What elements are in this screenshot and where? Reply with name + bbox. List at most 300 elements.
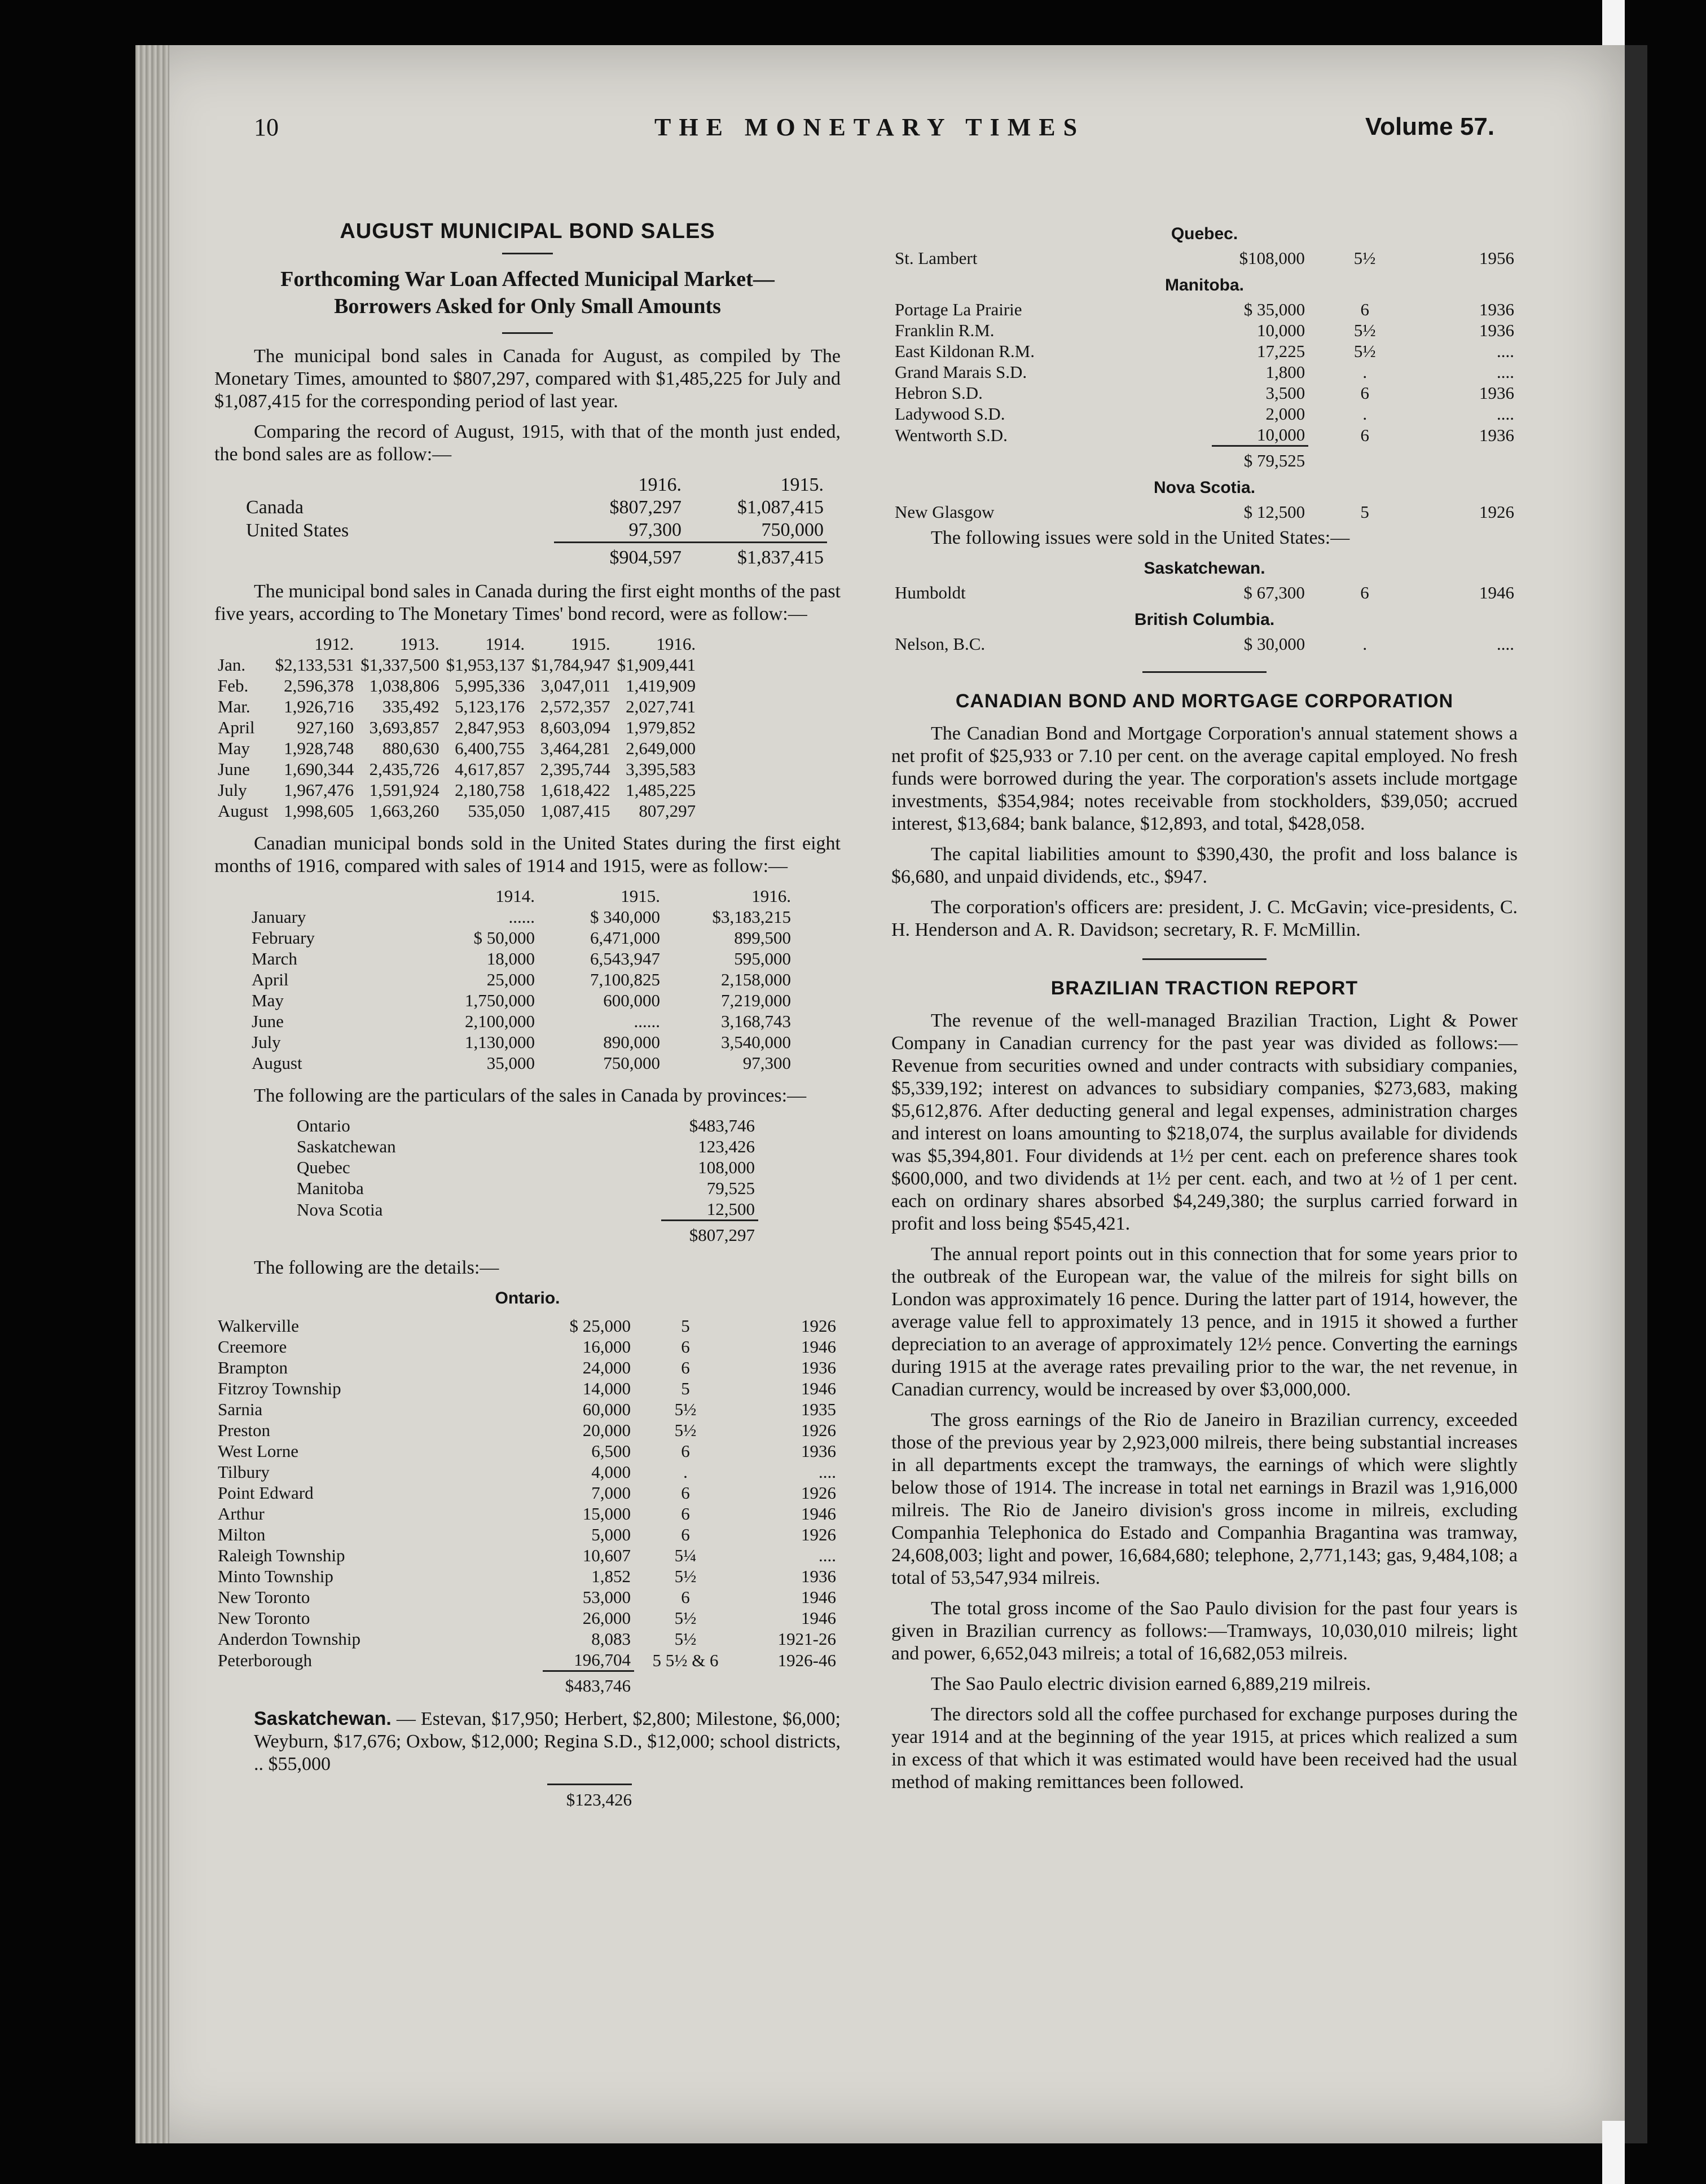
month-label: June <box>218 759 250 779</box>
cell: $1,784,947 <box>531 655 610 675</box>
cell: 8,603,094 <box>540 717 610 737</box>
article-title: AUGUST MUNICIPAL BOND SALES <box>340 219 715 243</box>
cell: 1,926,716 <box>284 697 354 716</box>
cell: 108,000 <box>698 1157 755 1177</box>
cell: 1921-26 <box>777 1629 836 1649</box>
british-columbia-heading: British Columbia. <box>1134 610 1275 629</box>
muni-name: Hebron S.D. <box>895 383 983 403</box>
us-issues-intro: The following issues were sold in the United States:— <box>931 527 1350 548</box>
cell: 6,471,000 <box>590 928 660 948</box>
cell: 15,000 <box>582 1504 631 1523</box>
total-row <box>214 1671 839 1697</box>
total-cell: $483,746 <box>543 1671 634 1697</box>
cell: 17,225 <box>1256 341 1305 361</box>
table-row <box>214 1315 839 1336</box>
cell: $483,746 <box>689 1116 755 1135</box>
cell: 1926 <box>801 1316 836 1336</box>
cell: 6,400,755 <box>455 738 525 758</box>
table-row <box>891 341 1518 362</box>
cell: 7,000 <box>591 1483 631 1503</box>
month-label: July <box>252 1032 281 1052</box>
muni-name: Sarnia <box>218 1399 263 1419</box>
cell: 3,500 <box>1265 383 1305 403</box>
total-row <box>891 446 1518 472</box>
cell: . <box>1362 404 1368 424</box>
table-row <box>248 1032 794 1053</box>
cell: $1,337,500 <box>360 655 439 675</box>
table-row <box>214 1524 839 1545</box>
cell: 2,847,953 <box>455 717 525 737</box>
table-row <box>243 519 827 543</box>
table-row <box>214 738 699 759</box>
table-row <box>214 1441 839 1461</box>
cell: 1936 <box>1479 300 1514 319</box>
cell: 4,617,857 <box>455 759 525 779</box>
cell: 1926-46 <box>777 1650 836 1670</box>
muni-name: Anderdon Township <box>218 1629 360 1649</box>
cell: 5,995,336 <box>455 676 525 695</box>
province-name: Saskatchewan <box>297 1137 396 1156</box>
cell: $ 30,000 <box>1243 634 1305 654</box>
cell: 97,300 <box>628 519 681 540</box>
table-row <box>891 501 1518 522</box>
table-row <box>214 696 699 717</box>
cell: 2,572,357 <box>540 697 610 716</box>
saskatchewan-us-heading: Saskatchewan. <box>1144 559 1265 578</box>
month-label: January <box>252 907 306 927</box>
saskatchewan-text: — Estevan, $17,950; Herbert, $2,800; Milestone, $6,000; Weyburn, $17,676; Oxbow, $12,000; Regina S.D., $12,000; school districts, .. $55,000 <box>254 1709 841 1774</box>
cell: 6 <box>1360 300 1369 319</box>
ontario-heading: Ontario. <box>495 1289 560 1307</box>
compare-intro: Comparing the record of August, 1915, with that of the month just ended, the bond sales are as follow:— <box>214 421 841 465</box>
table-row <box>214 1608 839 1628</box>
cell: $ 12,500 <box>1243 502 1305 522</box>
journal-title: THE MONETARY TIMES <box>654 113 1085 141</box>
total-cell: $807,297 <box>661 1221 758 1246</box>
year-header: 1916. <box>638 474 681 495</box>
cell: 535,050 <box>468 801 525 821</box>
month-label: February <box>252 928 315 948</box>
cell: 1926 <box>1479 502 1514 522</box>
table-row <box>214 800 699 821</box>
table-row <box>214 1587 839 1608</box>
table-row <box>214 780 699 800</box>
cell: 6 <box>1360 383 1369 403</box>
muni-name: Walkerville <box>218 1316 299 1336</box>
page-edges <box>135 45 169 2143</box>
cell: 1936 <box>801 1441 836 1461</box>
canadian-bond-paragraph-2: The capital liabilities amount to $390,430, the profit and loss balance is $6,680, and unpaid dividends, etc., $947. <box>891 844 1518 887</box>
table-row <box>891 382 1518 403</box>
cell: ...... <box>634 1011 660 1031</box>
total-cell: $ 79,525 <box>1212 446 1308 472</box>
table-row <box>214 1336 839 1357</box>
table-row <box>248 969 794 990</box>
cell: 1,750,000 <box>465 990 535 1010</box>
binding-tape-bottom <box>1602 2121 1625 2184</box>
cell: 3,168,743 <box>721 1011 791 1031</box>
cell: 3,540,000 <box>721 1032 791 1052</box>
cell: $1,087,415 <box>737 497 824 518</box>
cell: 1,618,422 <box>540 780 610 800</box>
table-row <box>293 1157 758 1178</box>
binding <box>1625 45 1647 2143</box>
cell: 750,000 <box>761 519 824 540</box>
cell: 1926 <box>801 1525 836 1544</box>
cell: 35,000 <box>486 1053 535 1073</box>
muni-name: Point Edward <box>218 1483 314 1503</box>
cell: 97,300 <box>742 1053 791 1073</box>
table-row <box>214 1461 839 1482</box>
cell: 7,219,000 <box>721 990 791 1010</box>
cell: 1,038,806 <box>369 676 439 695</box>
manitoba-table <box>891 299 1518 471</box>
cell: 5½ <box>674 1420 697 1440</box>
table-row <box>214 1399 839 1420</box>
cell: 20,000 <box>582 1420 631 1440</box>
us-intro: Canadian municipal bonds sold in the United States during the first eight months of 1916, compared with sales of 1914 and 1915, were as follow:— <box>214 833 841 877</box>
muni-name: Fitzroy Township <box>218 1379 341 1398</box>
cell: 6 <box>681 1358 690 1377</box>
cell: 2,027,741 <box>626 697 696 716</box>
brazilian-paragraph-5: The Sao Paulo electric division earned 6,889,219 milreis. <box>931 1674 1371 1694</box>
row-label: Canada <box>246 497 304 518</box>
muni-name: Brampton <box>218 1358 288 1377</box>
brazilian-paragraph-4: The total gross income of the Sao Paulo division for the past four years is given in Brazilian currency as follows:—Tramways, 10,030,010 milreis; light and power, 6,652,043 milreis; a total of 16,682,053 milreis. <box>891 1598 1518 1664</box>
table-row <box>214 759 699 780</box>
cell: 10,000 <box>1256 425 1305 444</box>
cell: 600,000 <box>603 990 660 1010</box>
cell: 595,000 <box>734 949 791 968</box>
table-row <box>214 717 699 738</box>
cell: 5½ <box>1353 341 1376 361</box>
provinces-table <box>293 1115 758 1245</box>
year-header: 1915. <box>780 474 824 495</box>
cell: 2,596,378 <box>284 676 354 695</box>
cell: 1946 <box>1479 583 1514 602</box>
cell: . <box>1362 634 1368 654</box>
cell: 1,998,605 <box>284 801 354 821</box>
saskatchewan-us-table <box>891 582 1518 603</box>
cell: ...... <box>508 907 535 927</box>
cell: $1,953,137 <box>446 655 525 675</box>
saskatchewan-paragraph <box>254 1707 841 1776</box>
month-label: July <box>218 780 247 800</box>
table-row <box>891 362 1518 382</box>
table-row <box>891 633 1518 654</box>
cell: 24,000 <box>582 1358 631 1377</box>
cell: 6 <box>681 1587 690 1607</box>
muni-name: Preston <box>218 1420 270 1440</box>
muni-name: Nelson, B.C. <box>895 634 986 654</box>
table-row <box>214 1545 839 1566</box>
month-label: April <box>218 717 255 737</box>
cell: 60,000 <box>582 1399 631 1419</box>
manitoba-heading: Manitoba. <box>1165 276 1244 294</box>
month-label: April <box>252 970 289 989</box>
cell: $ 35,000 <box>1243 300 1305 319</box>
volume-label: Volume 57. <box>1365 113 1495 140</box>
cell: 196,704 <box>574 1650 631 1670</box>
table-row <box>248 1011 794 1032</box>
cell: 1,800 <box>1265 362 1305 382</box>
cell: 1,979,852 <box>626 717 696 737</box>
page-number: 10 <box>254 113 279 141</box>
cell: 1,087,415 <box>540 801 610 821</box>
cell: 10,607 <box>582 1545 631 1565</box>
cell: $1,909,441 <box>617 655 696 675</box>
cell: 5 <box>1360 502 1369 522</box>
cell: 4,000 <box>591 1462 631 1482</box>
cell: 5,123,176 <box>455 697 525 716</box>
month-label: Feb. <box>218 676 249 695</box>
muni-name: Minto Township <box>218 1566 333 1586</box>
cell: 8,083 <box>591 1629 631 1649</box>
muni-name: Ladywood S.D. <box>895 404 1005 424</box>
cell: 5½ <box>674 1608 697 1628</box>
cell: 1946 <box>801 1608 836 1628</box>
table-row <box>214 1628 839 1649</box>
canadian-bond-paragraph-1: The Canadian Bond and Mortgage Corporation's annual statement shows a net profit of $25,933 or 7.10 per cent. on the average capital employed. No fresh funds were borrowed during the year. The corporation's assets include mortgage investments, $354,984; notes receivable from stockholders, $39,050; accrued interest, $13,684; bank balance, $12,893, and total, $428,058. <box>891 723 1518 834</box>
intro-paragraph: The municipal bond sales in Canada for August, as compiled by The Monetary Times, amounted to $807,297, compared with $1,485,225 for July and $1,087,415 for the corresponding period of last year. <box>214 346 841 412</box>
table-row <box>248 1053 794 1073</box>
year-header: 1913. <box>399 634 439 654</box>
nova-scotia-heading: Nova Scotia. <box>1153 478 1256 497</box>
cell: 880,630 <box>382 738 439 758</box>
cell: 1,419,909 <box>626 676 696 695</box>
five-year-table <box>214 633 699 821</box>
table-row <box>891 248 1518 268</box>
year-header: 1912. <box>314 634 354 654</box>
table-row <box>248 990 794 1011</box>
provinces-intro: The following are the particulars of the sales in Canada by provinces:— <box>254 1085 807 1106</box>
cell: 927,160 <box>297 717 354 737</box>
cell: 6 <box>681 1504 690 1523</box>
table-row <box>293 1199 758 1221</box>
cell: 1926 <box>801 1420 836 1440</box>
muni-name: Franklin R.M. <box>895 320 995 340</box>
muni-name: Wentworth S.D. <box>895 425 1008 445</box>
right-column <box>891 223 1518 1802</box>
us-sales-table <box>248 886 794 1073</box>
cell: 5¼ <box>674 1545 697 1565</box>
table-row <box>891 403 1518 424</box>
cell: 6 <box>1360 425 1369 445</box>
subtitle-rule <box>502 332 553 334</box>
cell: 890,000 <box>603 1032 660 1052</box>
british-columbia-table <box>891 633 1518 654</box>
cell: 1926 <box>801 1483 836 1503</box>
table-row <box>248 906 794 927</box>
cell: 2,000 <box>1265 404 1305 424</box>
canadian-bond-paragraph-3: The corporation's officers are: president, J. C. McGavin; vice-presidents, C. H. Henderson and A. R. Davidson; secretary, R. F. McMillin. <box>891 897 1518 940</box>
cell: 79,525 <box>706 1178 755 1198</box>
cell: 2,649,000 <box>626 738 696 758</box>
row-label: United States <box>246 519 349 541</box>
table-row <box>243 496 827 519</box>
muni-name: St. Lambert <box>895 248 978 268</box>
brazilian-paragraph-6: The directors sold all the coffee purchased for exchange purposes during the year 1914 and at the beginning of the year 1915, at prices which realized a sum in excess of that which it was estimated would have been received had the usual method of making remittances been followed. <box>891 1704 1518 1793</box>
cell: $807,297 <box>609 497 681 518</box>
section-rule <box>1142 671 1267 673</box>
table-row <box>891 424 1518 446</box>
total-row <box>293 1221 758 1246</box>
cell: . <box>1362 362 1368 382</box>
cell: 3,047,011 <box>540 676 610 695</box>
cell: 7,100,825 <box>590 970 660 989</box>
muni-name: West Lorne <box>218 1441 298 1461</box>
cell: 2,158,000 <box>721 970 791 989</box>
cell: 899,500 <box>734 928 791 948</box>
table-row <box>214 1420 839 1441</box>
cell: 6 <box>681 1337 690 1357</box>
table-row <box>248 927 794 948</box>
cell: .... <box>1497 404 1514 424</box>
cell: 6 <box>1360 583 1369 602</box>
table-row <box>214 1378 839 1399</box>
month-label: Mar. <box>218 697 250 716</box>
quebec-heading: Quebec. <box>1171 224 1238 243</box>
cell: 1936 <box>801 1358 836 1377</box>
cell: 6 <box>681 1525 690 1544</box>
cell: 16,000 <box>582 1337 631 1357</box>
cell: $ 340,000 <box>590 907 660 927</box>
cell: .... <box>819 1545 836 1565</box>
cell: 1935 <box>801 1399 836 1419</box>
table-row <box>214 1482 839 1503</box>
cell: 807,297 <box>639 801 696 821</box>
ontario-table <box>214 1315 839 1696</box>
saskatchewan-total: $123,426 <box>547 1784 632 1811</box>
muni-name: Milton <box>218 1525 266 1544</box>
binding-tape-top <box>1602 0 1625 45</box>
details-intro: The following are the details:— <box>254 1257 499 1278</box>
table-row <box>214 1503 839 1524</box>
year-header: 1916. <box>656 634 696 654</box>
cell: 3,395,583 <box>626 759 696 779</box>
month-label: August <box>218 801 269 821</box>
muni-name: Raleigh Township <box>218 1545 345 1565</box>
cell: $ 25,000 <box>569 1316 631 1336</box>
table-row <box>214 1649 839 1671</box>
cell: 53,000 <box>582 1587 631 1607</box>
cell: 5½ <box>674 1566 697 1586</box>
section-rule <box>1142 958 1267 960</box>
cell: 123,426 <box>698 1137 755 1156</box>
compare-table <box>243 474 827 569</box>
cell: 10,000 <box>1256 320 1305 340</box>
cell: 1946 <box>801 1504 836 1523</box>
cell: 5½ <box>674 1629 697 1649</box>
cell: 12,500 <box>706 1199 755 1219</box>
cell: 25,000 <box>486 970 535 989</box>
cell: 6 <box>681 1441 690 1461</box>
cell: 2,180,758 <box>455 780 525 800</box>
cell: . <box>683 1462 688 1482</box>
cell: 6,543,947 <box>590 949 660 968</box>
table-row <box>891 582 1518 603</box>
table-row <box>214 1357 839 1378</box>
subtitle-line-2: Borrowers Asked for Only Small Amounts <box>334 294 721 318</box>
cell: 2,100,000 <box>465 1011 535 1031</box>
cell: 5 5½ & 6 <box>652 1650 719 1670</box>
saskatchewan-heading: Saskatchewan. <box>254 1708 392 1729</box>
cell: 1,852 <box>591 1566 631 1586</box>
cell: .... <box>819 1462 836 1482</box>
table-row <box>214 1566 839 1587</box>
month-label: Jan. <box>218 655 246 675</box>
brazilian-paragraph-3: The gross earnings of the Rio de Janeiro in Brazilian currency, exceeded those of the previous year by 2,923,000 milreis, there being substantial increases in all departments except the tramways, the earnings of which were slightly below those of 1914. The increase in total net earnings in Brazil was 1,916,000 milreis. The Rio de Janeiro division's gross income in milreis, excluding Companhia Telephonica do Estado and Companhia Bragantina was tramway, 24,608,003; light and power, 16,684,680; telephone, 2,771,143; gas, 9,484,108; a total of 53,547,934 milreis. <box>891 1410 1518 1588</box>
article-subtitle <box>214 266 841 320</box>
muni-name: East Kildonan R.M. <box>895 341 1035 361</box>
cell: $3,183,215 <box>712 907 791 927</box>
table-row <box>293 1178 758 1199</box>
cell: 2,435,726 <box>369 759 439 779</box>
cell: 1,591,924 <box>369 780 439 800</box>
muni-name: Creemore <box>218 1337 287 1357</box>
cell: $ 50,000 <box>473 928 535 948</box>
total-cell: $1,837,415 <box>685 543 827 570</box>
province-name: Manitoba <box>297 1178 364 1198</box>
cell: 1,967,476 <box>284 780 354 800</box>
month-label: June <box>252 1011 284 1031</box>
province-name: Quebec <box>297 1157 350 1177</box>
month-label: May <box>252 990 284 1010</box>
cell: 1,928,748 <box>284 738 354 758</box>
nova-scotia-table <box>891 501 1518 522</box>
brazilian-paragraph-1: The revenue of the well-managed Brazilian Traction, Light & Power Company in Canadian currency for the past year was divided as follows:—Revenue from securities owned and under contracts with subsidiary companies, $5,339,192; interest on advances to subsidiary companies, $273,683, making $5,612,876. After deducting general and legal expenses, administration charges and interest on loans amounting to $218,074, the surplus available for dividends was $5,394,801. Four dividends at 1½ per cent. each on preference shares took $600,000, and two dividends at 1½ per cent. each, and two at ½ of 1 per cent. each on ordinary shares absorbed $4,249,380; the surplus carried forward in profit and loss being $545,421. <box>891 1010 1518 1234</box>
subtitle-line-1: Forthcoming War Loan Affected Municipal Market— <box>280 267 775 291</box>
table-row <box>214 654 699 675</box>
total-row <box>243 543 827 570</box>
cell: 1936 <box>1479 425 1514 445</box>
table-row <box>248 948 794 969</box>
muni-name: New Toronto <box>218 1608 310 1628</box>
cell: 6 <box>681 1483 690 1503</box>
cell: 5½ <box>1353 248 1376 268</box>
cell: 26,000 <box>582 1608 631 1628</box>
cell: 5,000 <box>591 1525 631 1544</box>
year-header: 1914. <box>495 886 535 906</box>
cell: 1,485,225 <box>626 780 696 800</box>
muni-name: Portage La Prairie <box>895 300 1022 319</box>
cell: 335,492 <box>382 697 439 716</box>
month-label: August <box>252 1053 302 1073</box>
cell: 5 <box>681 1379 690 1398</box>
muni-name: Grand Marais S.D. <box>895 362 1027 382</box>
cell: .... <box>1497 341 1514 361</box>
muni-name: Arthur <box>218 1504 265 1523</box>
year-header: 1915. <box>621 886 660 906</box>
quebec-table <box>891 248 1518 268</box>
cell: 3,464,281 <box>540 738 610 758</box>
canadian-bond-title: CANADIAN BOND AND MORTGAGE CORPORATION <box>955 690 1454 712</box>
muni-name: Peterborough <box>218 1650 313 1670</box>
month-label: March <box>252 949 297 968</box>
cell: 1946 <box>801 1337 836 1357</box>
cell: $ 67,300 <box>1243 583 1305 602</box>
five-year-intro: The municipal bond sales in Canada during the first eight months of the past five years, according to The Monetary Times' bond record, were as follow:— <box>214 581 841 624</box>
title-rule <box>502 253 553 254</box>
brazilian-title: BRAZILIAN TRACTION REPORT <box>1050 977 1358 999</box>
cell: 1,663,260 <box>369 801 439 821</box>
muni-name: New Glasgow <box>895 502 995 522</box>
table-row <box>293 1115 758 1136</box>
cell: 1936 <box>1479 320 1514 340</box>
table-row <box>214 675 699 696</box>
cell: 5½ <box>1353 320 1376 340</box>
muni-name: New Toronto <box>218 1587 310 1607</box>
